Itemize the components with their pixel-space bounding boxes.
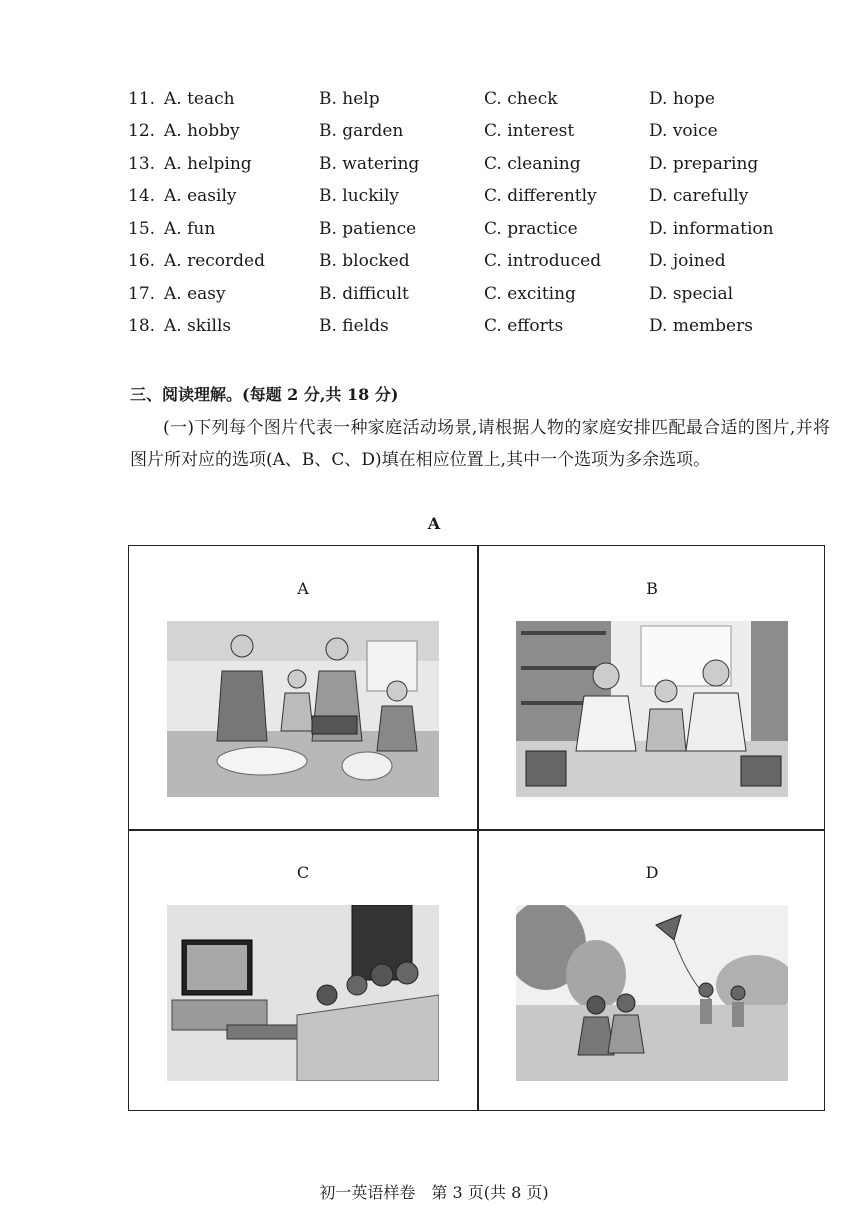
option-d: D. special — [649, 284, 734, 304]
picture-label: B — [646, 579, 658, 598]
picture-cell-a — [129, 546, 477, 829]
picture-label: C — [296, 863, 310, 882]
picture-grid — [128, 545, 825, 1111]
section-instructions: (一)下列每个图片代表一种家庭活动场景,请根据人物的家庭安排匹配最合适的图片,并将图片所对应的选项(A、B、C、D)填在相应位置上,其中一个选项为多余选项。 — [130, 418, 830, 470]
question-number: 18. — [128, 316, 156, 336]
option-b: B. luckily — [319, 186, 399, 206]
option-b: B. garden — [319, 121, 404, 141]
option-c: C. practice — [484, 219, 578, 239]
page-footer: 初一英语样卷 第 3 页(共 8 页) — [319, 1183, 549, 1202]
option-d: D. voice — [649, 121, 718, 141]
family-baking-picture — [167, 621, 439, 797]
option-d: D. joined — [649, 251, 726, 271]
option-d: D. preparing — [649, 154, 759, 174]
picture-label: A — [297, 579, 309, 598]
section-title: 三、阅读理解。(每题 2 分,共 18 分) — [130, 385, 399, 404]
picture-label: D — [645, 863, 659, 882]
option-a: A. helping — [164, 154, 252, 174]
option-c: C. efforts — [484, 316, 564, 336]
option-c: C. check — [484, 89, 558, 109]
option-b: B. fields — [319, 316, 389, 336]
option-row — [128, 251, 768, 283]
family-watching-tv-picture — [167, 905, 439, 1081]
option-c: C. cleaning — [484, 154, 581, 174]
family-reading-picture — [516, 621, 788, 797]
option-a: A. recorded — [164, 251, 265, 271]
option-a: A. easily — [164, 186, 237, 206]
option-a: A. hobby — [164, 121, 240, 141]
option-d: D. members — [649, 316, 753, 336]
option-c: C. introduced — [484, 251, 602, 271]
option-row — [128, 284, 768, 316]
option-a: A. easy — [164, 284, 226, 304]
option-b: B. help — [319, 89, 380, 109]
option-b: B. blocked — [319, 251, 410, 271]
passage-label: A — [427, 514, 441, 533]
option-c: C. differently — [484, 186, 597, 206]
option-b: B. patience — [319, 219, 417, 239]
option-a: A. skills — [164, 316, 232, 336]
option-d: D. information — [649, 219, 774, 239]
option-row — [128, 316, 768, 348]
option-row — [128, 186, 768, 218]
option-d: D. carefully — [649, 186, 749, 206]
option-a: A. teach — [164, 89, 235, 109]
question-number: 11. — [128, 89, 156, 109]
question-number: 14. — [128, 186, 156, 206]
question-number: 13. — [128, 154, 156, 174]
option-row — [128, 89, 768, 121]
picture-cell-c — [129, 830, 477, 1113]
option-c: C. exciting — [484, 284, 576, 304]
option-a: A. fun — [164, 219, 216, 239]
option-b: B. watering — [319, 154, 420, 174]
option-b: B. difficult — [319, 284, 409, 304]
question-number: 17. — [128, 284, 156, 304]
option-row — [128, 154, 768, 186]
option-c: C. interest — [484, 121, 575, 141]
picture-cell-d — [478, 830, 826, 1113]
option-d: D. hope — [649, 89, 715, 109]
question-number: 12. — [128, 121, 156, 141]
picture-cell-b — [478, 546, 826, 829]
option-row — [128, 121, 768, 153]
question-number: 16. — [128, 251, 156, 271]
question-number: 15. — [128, 219, 156, 239]
family-picnic-kite-picture — [516, 905, 788, 1081]
option-row — [128, 219, 774, 251]
